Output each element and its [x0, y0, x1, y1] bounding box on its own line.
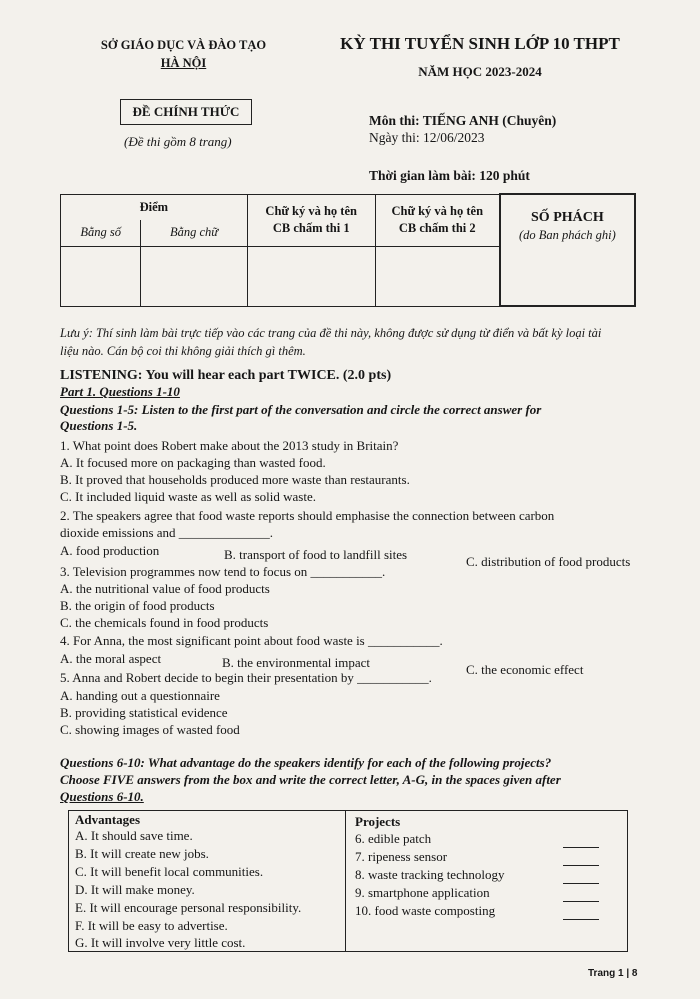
advantages-title: Advantages	[75, 812, 141, 827]
q5-option-b: B. providing statistical evidence	[60, 705, 228, 720]
in-words-cell	[141, 246, 247, 306]
question-4: 4. For Anna, the most significant point about food waste is ___________.	[60, 633, 443, 648]
subject: Môn thi: TIẾNG ANH (Chuyên)	[369, 113, 557, 128]
advantage-item: A. It should save time.	[75, 828, 193, 843]
examiner2-header	[375, 194, 500, 246]
code-note: (do Ban phách ghi)	[518, 228, 616, 242]
examiner2-cell	[375, 246, 500, 306]
examiner1-line2: CB chấm thi 1	[272, 221, 350, 235]
instruction-2b: Choose FIVE answers from the box and write the correct letter, A-G, in the spaces given after	[60, 772, 561, 787]
q1-option-b: B. It proved that households produced more waste than restaurants.	[60, 472, 410, 487]
question-5: 5. Anna and Robert decide to begin their presentation by ___________.	[60, 670, 432, 685]
q2-option-b: B. transport of food to landfill sites	[224, 547, 408, 562]
department-city: HÀ NỘI	[160, 56, 207, 70]
projects-title: Projects	[355, 814, 401, 829]
project-item: 6. edible patch	[355, 831, 432, 846]
in-digits-label: Bằng số	[61, 220, 141, 246]
answer-blank-10[interactable]	[563, 919, 599, 920]
project-item: 8. waste tracking technology	[355, 867, 505, 882]
instruction-1b: Questions 1-5.	[60, 418, 138, 433]
code-label: SỐ PHÁCH	[531, 210, 604, 225]
official-label: ĐỀ CHÍNH THỨC	[120, 99, 252, 125]
advantage-item: F. It will be easy to advertise.	[75, 918, 228, 933]
q4-option-b: B. the environmental impact	[222, 655, 371, 670]
examiner2-line2: CB chấm thi 2	[398, 221, 476, 235]
answer-blank-6[interactable]	[563, 847, 599, 848]
note-line2: liệu nào. Cán bộ coi thi không giải thích gì thêm.	[60, 344, 306, 358]
score-header: Điểm	[61, 194, 248, 220]
listening-heading: LISTENING: You will hear each part TWICE. (2.0 pts)	[60, 368, 392, 383]
in-digits-cell	[61, 246, 141, 306]
page-number: Trang 1 | 8	[588, 968, 638, 979]
q3-option-c: C. the chemicals found in food products	[60, 615, 269, 630]
advantage-item: G. It will involve very little cost.	[75, 935, 246, 950]
project-item: 9. smartphone application	[355, 885, 490, 900]
q2-option-a: A. food production	[60, 543, 160, 558]
q3-option-b: B. the origin of food products	[60, 598, 215, 613]
question-1: 1. What point does Robert make about the 2013 study in Britain?	[60, 438, 399, 453]
advantages-column	[69, 811, 346, 951]
advantage-item: E. It will encourage personal responsibility.	[75, 900, 302, 915]
q4-option-c: C. the economic effect	[466, 662, 584, 677]
examiner1-line1: Chữ ký và họ tên	[265, 204, 357, 218]
department-header	[96, 36, 271, 72]
pages-note: (Đề thi gồm 8 trang)	[124, 134, 232, 149]
exam-date: Ngày thi: 12/06/2023	[369, 130, 485, 145]
examiner2-line1: Chữ ký và họ tên	[391, 204, 484, 218]
examiner1-cell	[247, 246, 375, 306]
instruction-2c: Questions 6-10.	[60, 789, 144, 804]
in-words-label: Bằng chữ	[141, 220, 247, 246]
exam-title: KỲ THI TUYỂN SINH LỚP 10 THPT	[340, 34, 620, 53]
score-table	[60, 193, 636, 307]
instruction-2a: Questions 6-10: What advantage do the speakers identify for each of the following projects?	[60, 755, 552, 770]
question-2-line2: dioxide emissions and ______________.	[60, 525, 274, 540]
advantage-item: D. It will make money.	[75, 882, 195, 897]
project-item: 10. food waste composting	[355, 903, 496, 918]
note-line1: Lưu ý: Thí sinh làm bài trực tiếp vào các trang của đề thi này, không được sử dụng từ điển và bất kỳ loại tài	[60, 326, 602, 340]
question-3: 3. Television programmes now tend to focus on ___________.	[60, 564, 386, 579]
q4-option-a: A. the moral aspect	[60, 651, 162, 666]
answer-blank-8[interactable]	[563, 883, 599, 884]
q3-option-a: A. the nutritional value of food products	[60, 581, 270, 596]
exam-info	[369, 112, 556, 146]
examiner1-header	[247, 194, 375, 246]
advantages-box	[68, 810, 628, 952]
school-year: NĂM HỌC 2023-2024	[418, 64, 542, 79]
project-item: 7. ripeness sensor	[355, 849, 448, 864]
advantage-item: B. It will create new jobs.	[75, 846, 209, 861]
q1-option-c: C. It included liquid waste as well as solid waste.	[60, 489, 316, 504]
instruction-1a: Questions 1-5: Listen to the first part of the conversation and circle the correct answer for	[60, 402, 542, 417]
department-name: SỞ GIÁO DỤC VÀ ĐÀO TẠO	[100, 38, 267, 52]
question-2-line1: 2. The speakers agree that food waste reports should emphasise the connection between carbon	[60, 508, 555, 523]
q5-option-a: A. handing out a questionnaire	[60, 688, 220, 703]
answer-blank-9[interactable]	[563, 901, 599, 902]
duration: Thời gian làm bài: 120 phút	[369, 168, 530, 183]
answer-blank-7[interactable]	[563, 865, 599, 866]
q5-option-c: C. showing images of wasted food	[60, 722, 240, 737]
part1-heading: Part 1. Questions 1-10	[60, 384, 180, 399]
code-cell	[500, 194, 635, 306]
q2-option-c: C. distribution of food products	[466, 554, 631, 569]
advantage-item: C. It will benefit local communities.	[75, 864, 264, 879]
q1-option-a: A. It focused more on packaging than wasted food.	[60, 455, 326, 470]
instruction-1	[60, 402, 655, 418]
